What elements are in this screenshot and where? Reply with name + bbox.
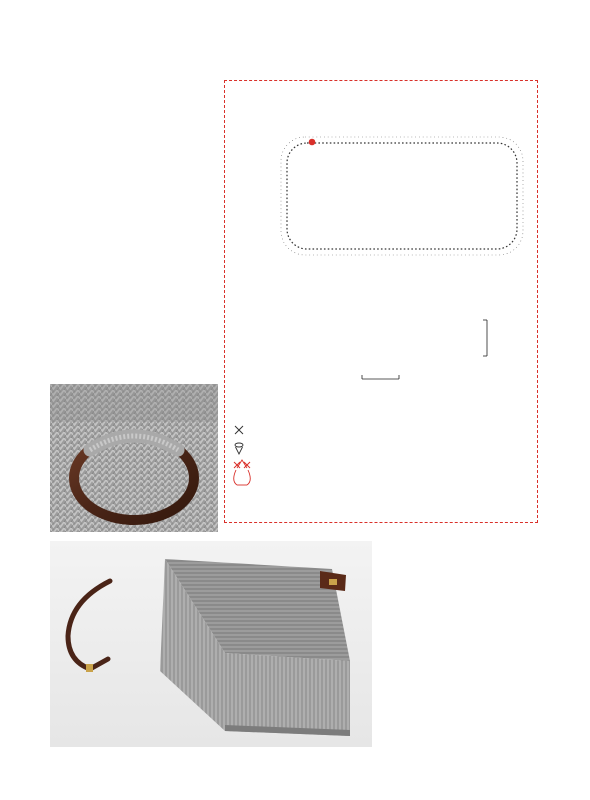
right-text-column [389, 543, 541, 551]
legend-symbols [233, 423, 263, 513]
strap-clasp [86, 664, 93, 672]
bag-front [225, 653, 350, 736]
finished-bag-photo [50, 541, 372, 747]
mbl-symbol [235, 443, 243, 454]
mb-symbol [235, 426, 243, 434]
schema-box [224, 80, 538, 523]
schema2-diagram [225, 81, 537, 521]
page-footer [534, 762, 540, 771]
handle-detail-photo [50, 384, 218, 532]
special-stitch-symbol [234, 460, 251, 485]
left-text-column [50, 82, 216, 90]
